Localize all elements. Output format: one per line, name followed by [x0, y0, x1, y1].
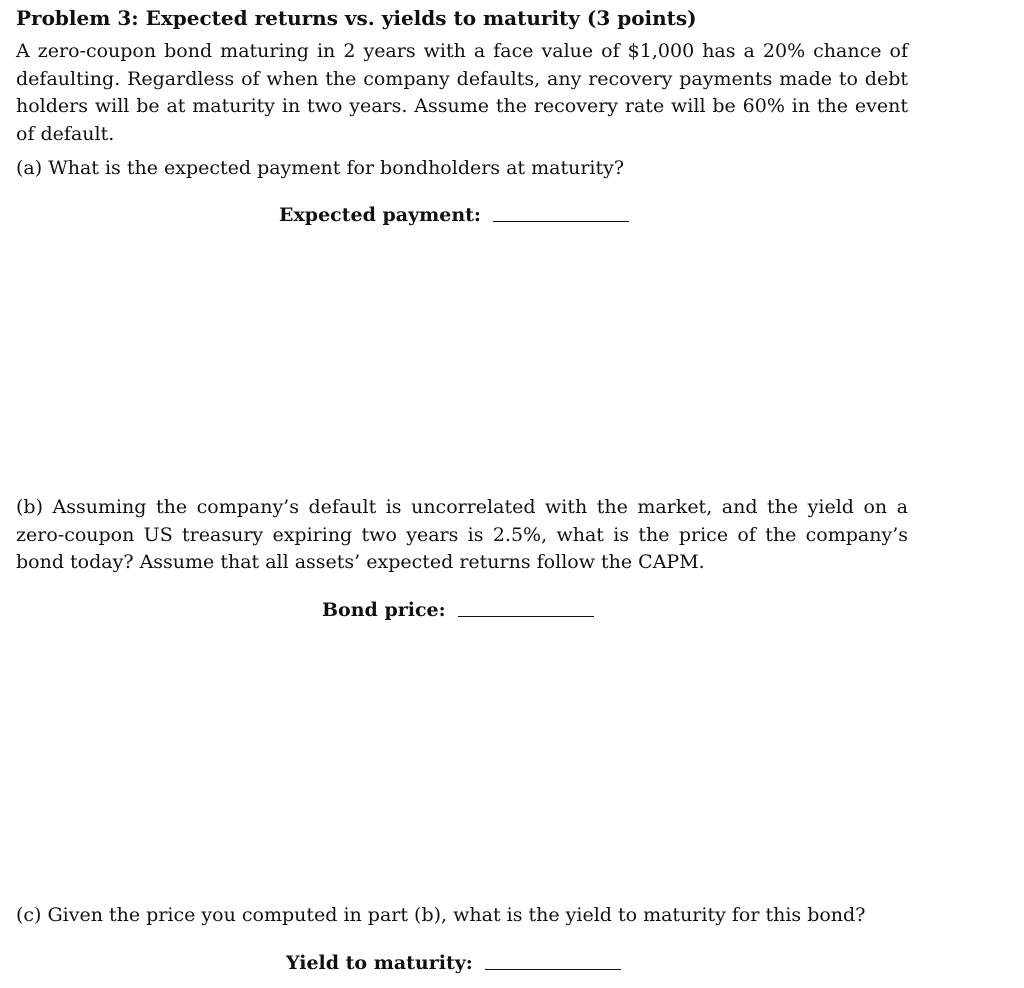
problem-title: Problem 3: Expected returns vs. yields to maturity (3 points) — [16, 6, 697, 30]
answer-b-label: Bond price: — [322, 599, 446, 621]
answer-a-label: Expected payment: — [279, 204, 481, 226]
problem-intro: A zero-coupon bond maturing in 2 years with a face value of $1,000 has a 20% chance of defaulting. Regardless of when the company defaults, any recovery payments made to debt holders will be at maturity in two years. Assume the recovery rate will be 60% in the event of default. — [16, 40, 908, 145]
answer-c-label: Yield to maturity: — [286, 952, 473, 974]
answer-c-row — [286, 950, 621, 976]
answer-a-row — [279, 202, 629, 228]
question-a: (a) What is the expected payment for bondholders at maturity? — [16, 157, 625, 179]
answer-a-blank[interactable] — [493, 220, 629, 222]
answer-c-blank[interactable] — [485, 968, 621, 970]
question-b: (b) Assuming the company’s default is uncorrelated with the market, and the yield on a zero-coupon US treasury expiring two years is 2.5%, what is the price of the company’s bond today? Assume that all assets’ expected returns follow the CAPM. — [16, 496, 908, 573]
answer-b-blank[interactable] — [458, 615, 594, 617]
question-c: (c) Given the price you computed in part (b), what is the yield to maturity for this bond? — [16, 904, 866, 926]
answer-b-row — [322, 597, 594, 623]
